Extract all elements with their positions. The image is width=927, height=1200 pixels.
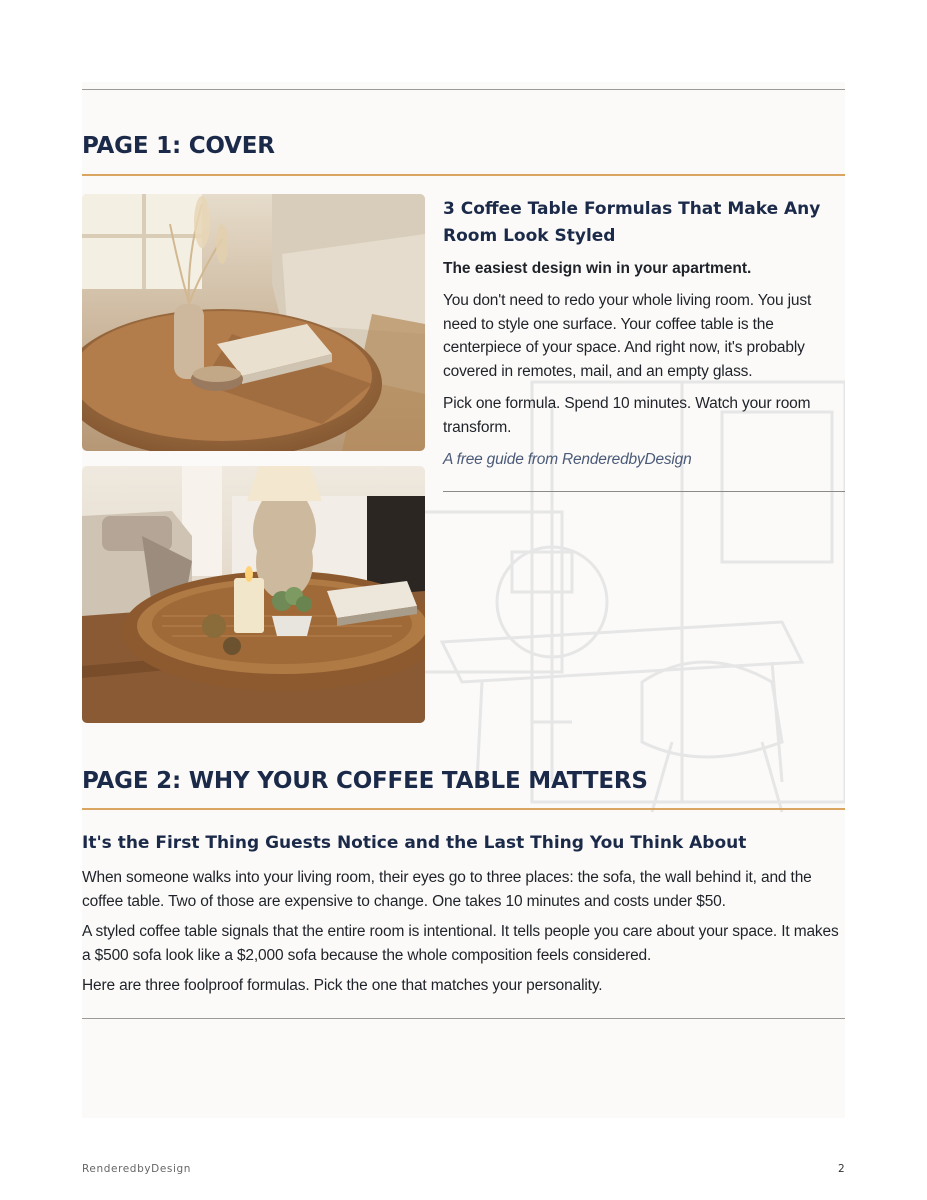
page1-title-underline bbox=[82, 174, 845, 176]
page2-section-title: PAGE 2: WHY YOUR COFFEE TABLE MATTERS bbox=[82, 768, 648, 794]
top-divider bbox=[82, 89, 845, 90]
footer-brand: RenderedbyDesign bbox=[82, 1163, 192, 1175]
page-number: 2 bbox=[838, 1163, 845, 1175]
why-paragraph-3: Here are three foolproof formulas. Pick the one that matches your personality. bbox=[82, 977, 603, 994]
cover-text-block bbox=[443, 196, 843, 471]
why-section bbox=[82, 830, 845, 998]
cover-heading: 3 Coffee Table Formulas That Make Any Room Look Styled bbox=[443, 199, 821, 246]
page2-title-underline bbox=[82, 808, 845, 810]
why-paragraph-2: A styled coffee table signals that the entire room is intentional. It tells people you care about your space. It makes a $500 sofa look like a $2,000 sofa because the whole composition feels considered. bbox=[82, 923, 839, 964]
cover-paragraph-2: Pick one formula. Spend 10 minutes. Watch your room transform. bbox=[443, 395, 811, 436]
cover-paragraph-1: You don't need to redo your whole living room. You just need to style one surface. Your coffee table is the centerpiece of your space. And right now, it's probably covered in remotes, mail, and an empty glass. bbox=[443, 292, 812, 380]
cover-text-divider bbox=[443, 491, 845, 492]
rattan-tray-candle-photo bbox=[82, 466, 425, 723]
coffee-table-pampas-photo bbox=[82, 194, 425, 451]
page1-section-title: PAGE 1: COVER bbox=[82, 133, 275, 159]
why-paragraph-1: When someone walks into your living room, their eyes go to three places: the sofa, the wall behind it, and the coffee table. Two of those are expensive to change. One takes 10 minutes and costs under $50. bbox=[82, 869, 812, 910]
cover-lead: The easiest design win in your apartment. bbox=[443, 260, 752, 277]
cover-credit: A free guide from RenderedbyDesign bbox=[443, 451, 692, 468]
bottom-divider bbox=[82, 1018, 845, 1019]
why-heading: It's the First Thing Guests Notice and the Last Thing You Think About bbox=[82, 833, 747, 853]
